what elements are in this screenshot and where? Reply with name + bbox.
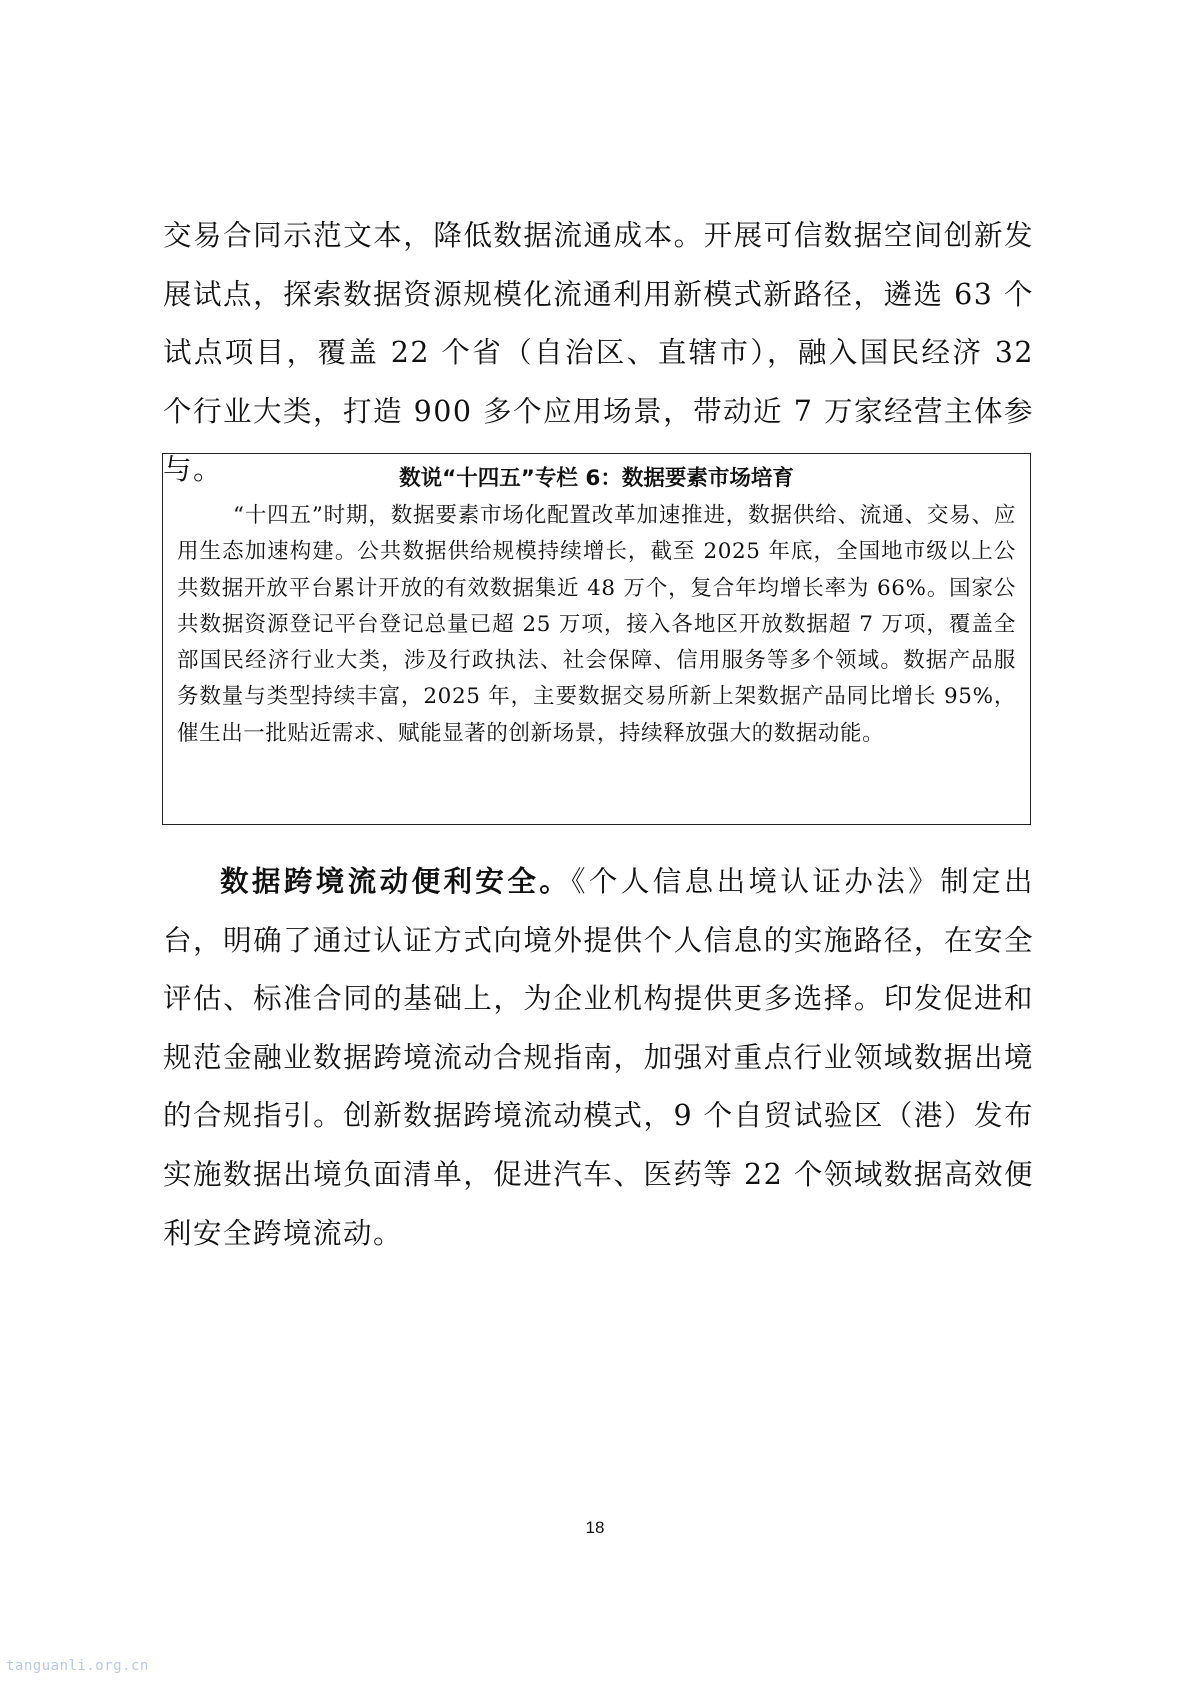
body-paragraph-1: 交易合同示范文本，降低数据流通成本。开展可信数据空间创新发展试点，探索数据资源规模化流通利用新模式新路径，遴选 63 个试点项目，覆盖 22 个省（自治区、直辖市），融入国民经济 32 个行业大类，打造 900 多个应用场景，带动近 7 万家经营主体参与。 <box>163 219 1034 487</box>
box-title: 数说“十四五”专栏 6：数据要素市场培育 <box>399 466 794 491</box>
page-number: 18 <box>585 1518 605 1537</box>
box-body: “十四五”时期，数据要素市场化配置改革加速推进，数据供给、流通、交易、应用生态加速构建。公共数据供给规模持续增长，截至 2025 年底，全国地市级以上公共数据开放平台累计开放的有效数据集近 48 万个，复合年均增长率为 66%。国家公共数据资源登记平台登记总量已超 25 万项，接入各地区开放数据超 7 万项，覆盖全部国民经济行业大类，涉及行政执法、社会保障、信用服务等多个领域。数据产品服务数量与类型持续丰富，2025 年，主要数据交易所新上架数据产品同比增长 95%，催生出一批贴近需求、赋能显著的创新场景，持续释放强大的数据动能。 <box>177 503 1016 746</box>
watermark: tanguanli.org.cn <box>6 1658 149 1674</box>
paragraph-text: 《个人信息出境认证办法》制定出台，明确了通过认证方式向境外提供个人信息的实施路径，在安全评估、标准合同的基础上，为企业机构提供更多选择。印发促进和规范金融业数据跨境流动合规指南，加强对重点行业领域数据出境的合规指引。创新数据跨境流动模式，9 个自贸试验区（港）发布实施数据出境负面清单，促进汽车、医药等 22 个领域数据高效便利安全跨境流动。 <box>163 865 1034 1250</box>
body-paragraph-2 <box>163 853 1034 1263</box>
data-highlight-box <box>162 453 1031 825</box>
paragraph-lead-heading: 数据跨境流动便利安全。 <box>220 865 572 898</box>
